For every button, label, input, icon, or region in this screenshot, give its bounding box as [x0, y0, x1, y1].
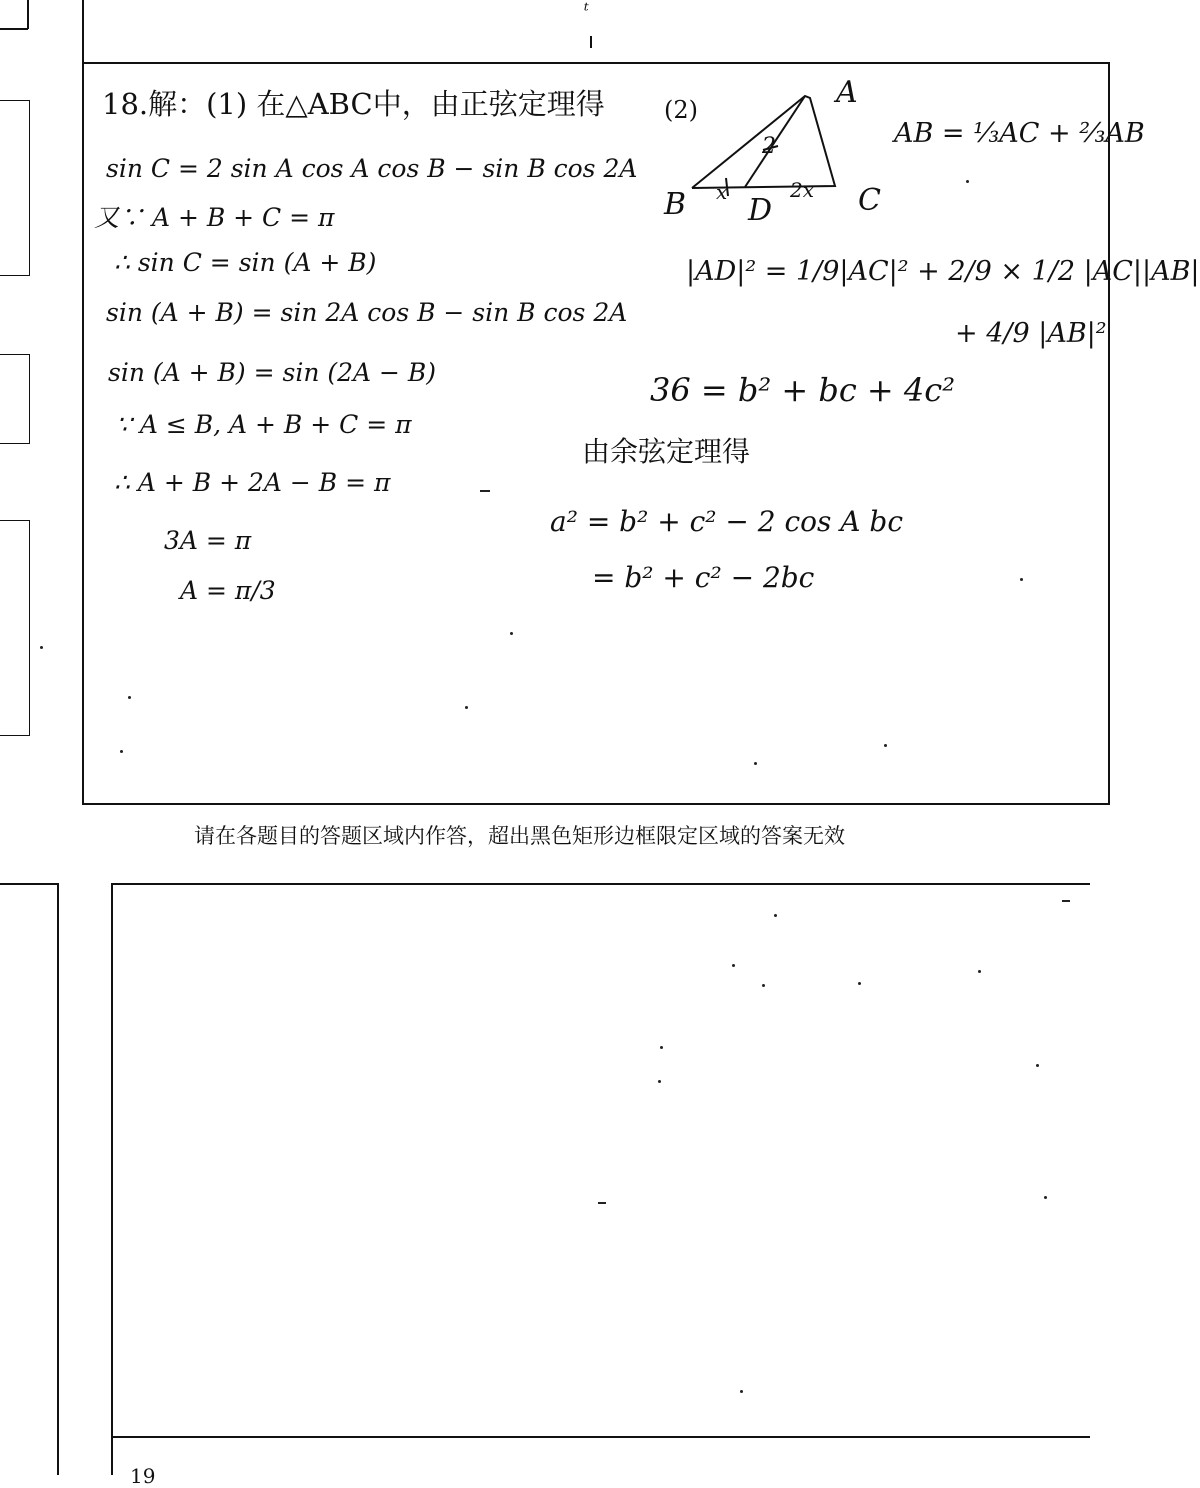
segment-AD-label: 2: [762, 134, 776, 159]
part1-line-7: ∴ A + B + 2A − B = π: [114, 468, 391, 497]
answer-box-19-top: [112, 883, 1090, 885]
scan-speck: [465, 706, 468, 709]
segment-DC-label: 2x: [790, 178, 815, 202]
stray-tick: [590, 36, 592, 48]
bottom-left-frame-top: [0, 883, 58, 885]
q18-heading: 18.解：(1) 在△ABC中，由正弦定理得: [102, 87, 605, 121]
part1-line-8: 3A = π: [164, 526, 252, 555]
cosine-rule-heading: 由余弦定理得: [582, 435, 751, 468]
vertex-B-label: B: [664, 187, 687, 222]
segment-BD-label: x: [716, 180, 728, 204]
left-margin-box-3: [0, 520, 30, 736]
answer-box-left-border: [82, 0, 84, 804]
magnitude-equation-line1: |AD|² = 1/9|AC|² + 2/9 × 1/2 |AC||AB|: [686, 256, 1200, 287]
scan-speck: [1020, 578, 1023, 581]
answer-box-bottom-border: [82, 803, 1110, 805]
scan-speck: [480, 490, 490, 492]
part2-label: (2): [664, 96, 698, 124]
part1-line-1: sin C = 2 sin A cos A cos B − sin B cos 2A: [106, 154, 638, 183]
scan-speck: [762, 984, 765, 987]
left-margin-box-1: [0, 100, 30, 276]
part1-line-4: sin (A + B) = sin 2A cos B − sin B cos 2A: [106, 298, 628, 327]
cosine-rule-line2: = b² + c² − 2bc: [592, 561, 815, 594]
scan-speck: [1062, 900, 1070, 902]
scan-speck: [598, 1202, 606, 1204]
top-left-frame-edge: [0, 28, 28, 30]
stray-mark: ᵗ: [584, 0, 589, 22]
part1-line-5: sin (A + B) = sin (2A − B): [108, 358, 437, 387]
scan-speck: [40, 646, 43, 649]
bottom-left-frame-right: [57, 883, 59, 1475]
scan-speck: [120, 750, 123, 753]
cosine-rule-line1: a² = b² + c² − 2 cos A bc: [550, 505, 904, 538]
point-D-label: D: [748, 193, 773, 228]
part1-line-2: 又∵ A + B + C = π: [94, 203, 335, 232]
part1-line-3: ∴ sin C = sin (A + B): [114, 248, 377, 277]
vector-equation: AB = ⅓AC + ⅔AB: [894, 118, 1145, 149]
question-19-number: 19: [130, 1464, 156, 1488]
vertex-A-label: A: [836, 75, 858, 110]
scan-speck: [978, 970, 981, 973]
left-margin-box-2: [0, 354, 30, 444]
scan-speck: [884, 744, 887, 747]
part1-line-9: A = π/3: [180, 576, 276, 605]
vertex-C-label: C: [858, 183, 881, 218]
scan-speck: [740, 1390, 743, 1393]
answer-box-19-bottom-divider: [112, 1436, 1090, 1438]
scan-speck: [774, 914, 777, 917]
scan-speck: [510, 632, 513, 635]
magnitude-equation-line2: + 4/9 |AB|²: [955, 318, 1107, 349]
scan-speck: [966, 180, 969, 183]
scan-speck: [1044, 1196, 1047, 1199]
scan-speck: [732, 964, 735, 967]
top-left-frame-vertical: [27, 0, 29, 29]
scan-speck: [660, 1046, 663, 1049]
answer-area-notice: 请在各题目的答题区域内作答，超出黑色矩形边框限定区域的答案无效: [194, 824, 845, 848]
scan-speck: [128, 696, 131, 699]
answer-box-right-border: [1108, 62, 1110, 804]
part1-line-6: ∵ A ≤ B, A + B + C = π: [116, 410, 412, 439]
scan-speck: [754, 762, 757, 765]
scan-speck: [658, 1080, 661, 1083]
answer-box-divider: [82, 62, 1110, 64]
result-equation: 36 = b² + bc + 4c²: [650, 371, 956, 409]
scan-speck: [1036, 1064, 1039, 1067]
scan-speck: [858, 982, 861, 985]
answer-box-19-left: [111, 883, 113, 1475]
